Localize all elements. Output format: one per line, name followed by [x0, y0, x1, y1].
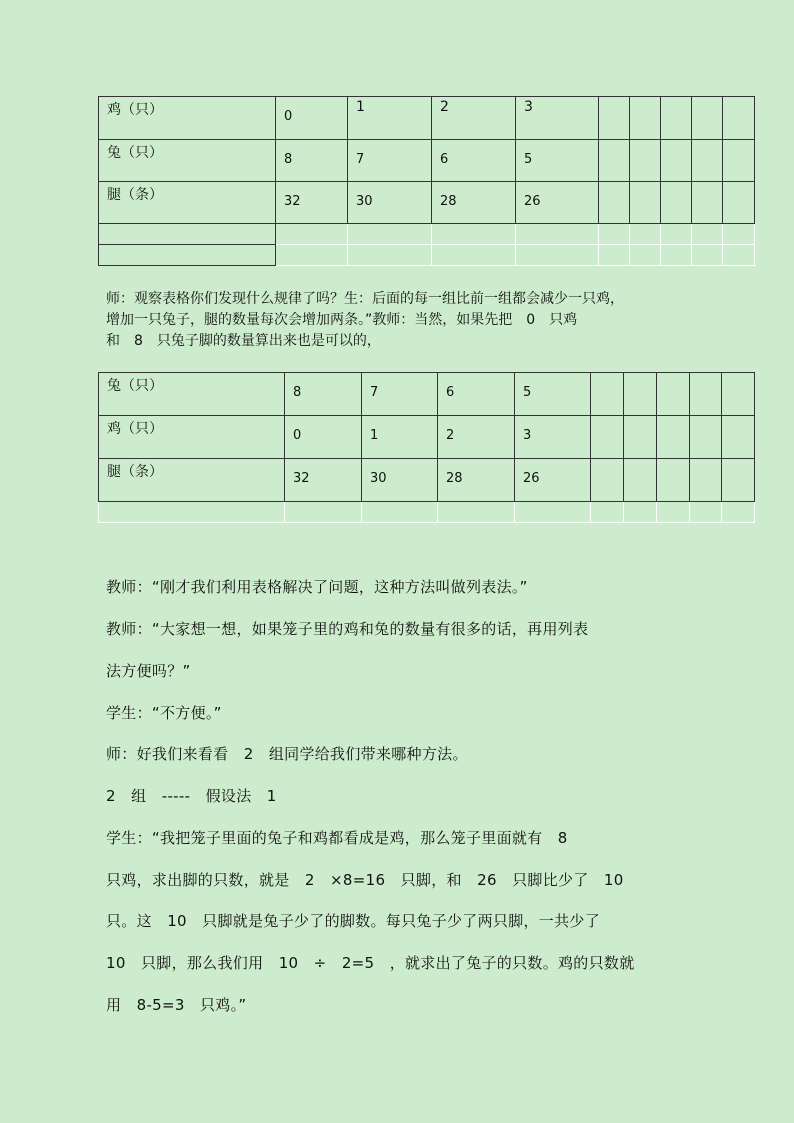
- row-label: 腿（条）: [99, 459, 285, 502]
- dialogue-line: 学生：“我把笼子里面的兔子和鸡都看成是鸡，那么笼子里面就有 8: [106, 829, 568, 847]
- paragraph-line: 和 8 只兔子脚的数量算出来也是可以的，: [106, 333, 381, 349]
- table-row: 腿（条） 32 30 28 26: [99, 182, 755, 224]
- dialogue-line: 用 8-5=3 只鸡。”: [106, 996, 247, 1014]
- dialogue-line: 师：好我们来看看 2 组同学给我们带来哪种方法。: [106, 745, 468, 763]
- table-row: 兔（只） 8 7 6 5: [99, 373, 755, 416]
- dialogue-line: 10 只脚，那么我们用 10 ÷ 2=5 ，就求出了兔子的只数。鸡的只数就: [106, 954, 635, 972]
- dialogue-line: 只。这 10 只脚就是兔子少了的脚数。每只兔子少了两只脚，一共少了: [106, 912, 600, 930]
- table-row: [99, 502, 755, 523]
- dialogue-line: 教师：“大家想一想，如果笼子里的鸡和兔的数量有很多的话，再用列表: [106, 620, 589, 638]
- section-heading: 2 组 ----- 假设法 1: [106, 787, 277, 805]
- row-label: 兔（只）: [99, 373, 285, 416]
- chicken-rabbit-table-1: [98, 96, 755, 266]
- table-row: [99, 245, 755, 266]
- row-label: 腿（条）: [99, 182, 276, 224]
- dialogue-line: 教师：“刚才我们利用表格解决了问题，这种方法叫做列表法。”: [106, 578, 528, 596]
- row-label: 鸡（只）: [99, 97, 276, 140]
- dialogue-line: 法方便吗？”: [106, 662, 191, 680]
- table-row: [99, 224, 755, 245]
- table-row: 鸡（只） 0 1 2 3: [99, 416, 755, 459]
- table-row: 兔（只） 8 7 6 5: [99, 140, 755, 182]
- table-row: 鸡（只） 0 1 2 3: [99, 97, 755, 140]
- observation-paragraph: [106, 289, 726, 352]
- row-label: 鸡（只）: [99, 416, 285, 459]
- row-label: 兔（只）: [99, 140, 276, 182]
- paragraph-line: 增加一只兔子，腿的数量每次会增加两条。”教师：当然，如果先把 0 只鸡: [106, 312, 578, 328]
- dialogue-line: 学生：“不方便。”: [106, 704, 222, 722]
- chicken-rabbit-table-2: [98, 372, 755, 523]
- table-row: 腿（条） 32 30 28 26: [99, 459, 755, 502]
- dialogue-line: 只鸡，求出脚的只数，就是 2 ×8=16 只脚，和 26 只脚比少了 10: [106, 871, 624, 889]
- paragraph-line: 师：观察表格你们发现什么规律了吗？生：后面的每一组比前一组都会减少一只鸡，: [106, 291, 624, 307]
